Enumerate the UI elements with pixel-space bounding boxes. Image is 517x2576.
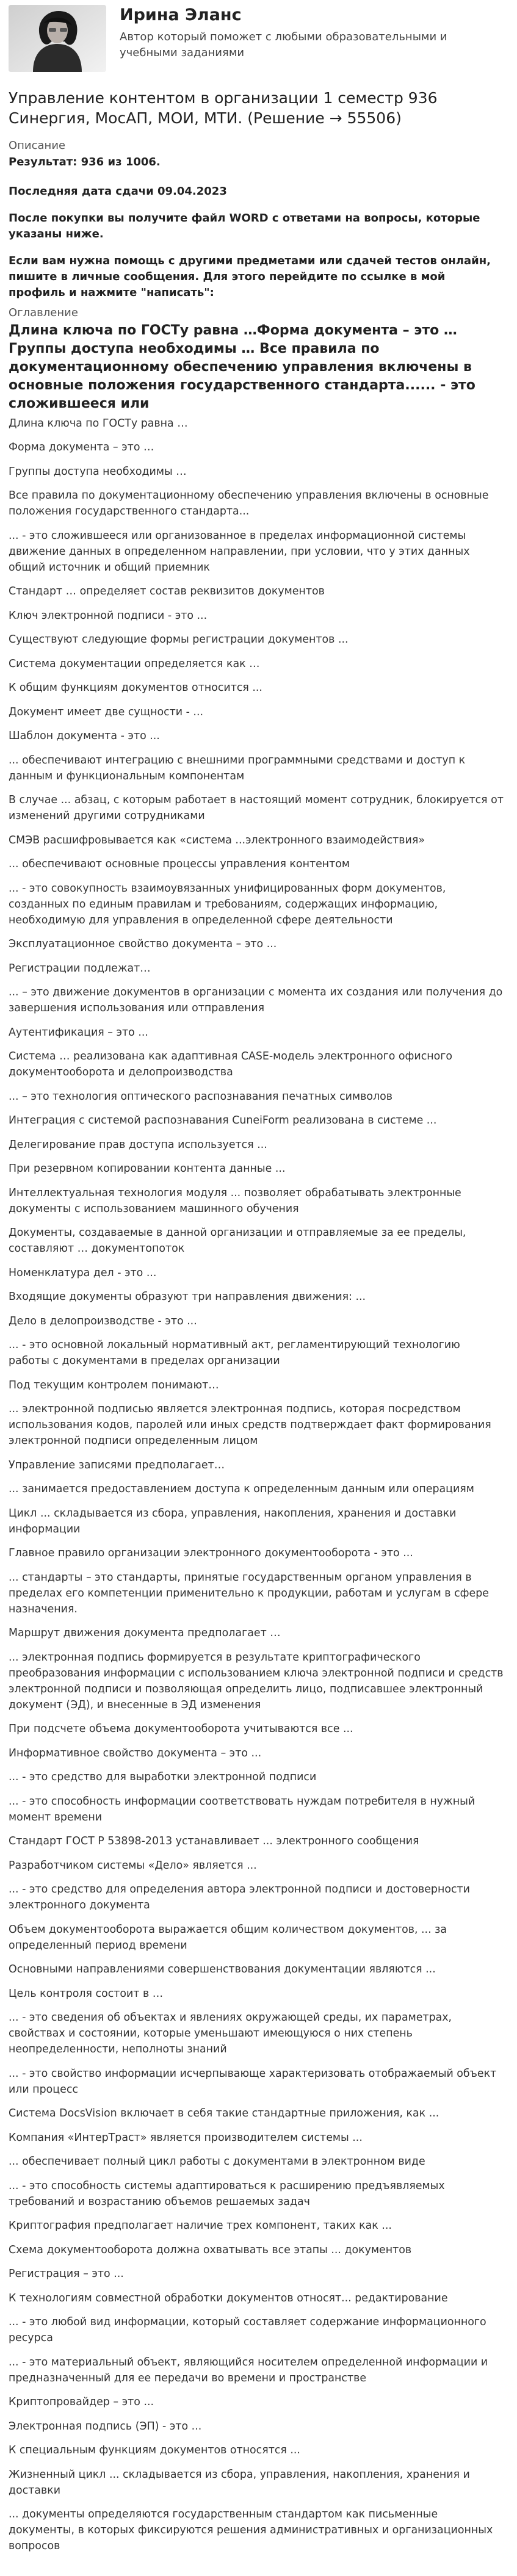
question-item: ... - это сложившееся или организованное в пределах информационной системы движение данных в определенном направлении, при условии, что у этих данных общий источник и общий приемник <box>9 529 470 574</box>
question-item: ... – это технология оптического распознавания печатных символов <box>9 1090 392 1103</box>
description-label: Описание <box>9 139 66 152</box>
question-item: Под текущим контролем понимают… <box>9 1379 219 1391</box>
question-list <box>9 416 504 2555</box>
author-description: Автор который поможет с любыми образовательными и учебными заданиями <box>120 31 447 59</box>
question-item: Номенклатура дел - это ... <box>9 1266 157 1279</box>
question-item: ... – это движение документов в организации с момента их создания или получения до завершения использования или отправления <box>9 986 503 1015</box>
question-item: Система документации определяется как … <box>9 657 260 670</box>
question-item: ... - это сведения об объектах и явлениях окружающей среды, их параметрах, свойствах и состоянии, которые уменьшают имеющуюся о них степень неопределенности, неполноты знаний <box>9 2011 452 2056</box>
question-item: Система … реализована как адаптивная CASE-модель электронного офисного документооборота и делопроизводства <box>9 1050 453 1079</box>
question-item: ... электронная подпись формируется в результате криптографического преобразования информации с использованием ключа электронной подписи и средств электронной подписи и позволяющая определить лицо, подписавшее электронный документ (ЭД), и внесенные в ЭД изменения <box>9 1651 504 1711</box>
question-item: ... обеспечивают интеграцию с внешними программными средствами и доступ к данным и функциональным компонентам <box>9 754 466 782</box>
question-item: Форма документа – это … <box>9 441 154 454</box>
question-item: Интеллектуальная технология модуля ... позволяет обрабатывать электронные документы с использованием машинного обучения <box>9 1186 461 1215</box>
question-item: ... - это способность информации соответствовать нуждам потребителя в нужный момент времени <box>9 1795 475 1824</box>
question-item: Все правила по документационному обеспечению управления включены в основные положения государственного стандарта... <box>9 489 489 518</box>
question-item: При резервном копировании контента данные ... <box>9 1163 286 1175</box>
toc-label: Оглавление <box>9 306 78 319</box>
question-item: Цикл ... складывается из сбора, управления, накопления, хранения и доставки информации <box>9 1507 457 1535</box>
toc-heading: Длина ключа по ГОСТу равна …Форма документа – это … Группы доступа необходимы … Все правила по документационному обеспечению управления включены в основные положения государственного стандарта...... - это сложившееся или <box>9 322 475 411</box>
contact-note: Если вам нужна помощь с другими предметами или сдачей тестов онлайн, пишите в личные сообщения. Для этого перейдите по ссылке в мой профиль и нажмите "написать": <box>9 254 491 299</box>
question-item: Интеграция с системой распознавания CuneiForm реализована в системе ... <box>9 1114 437 1127</box>
question-item: Делегирование прав доступа используется ... <box>9 1138 267 1151</box>
question-item: ... занимается предоставлением доступа к определенным данным или операциям <box>9 1483 474 1496</box>
question-item: Ключ электронной подписи - это ... <box>9 609 208 622</box>
question-item: ... - это свойство информации исчерпывающе характеризовать отображаемый объект или процесс <box>9 2067 497 2096</box>
question-item: Группы доступа необходимы … <box>9 465 187 478</box>
question-item: ... - это способность системы адаптироваться к расширению предъявляемых требований и возрастанию объемов решаемых задач <box>9 2179 445 2208</box>
question-item: Входящие документы образуют три направления движения: ... <box>9 1291 366 1304</box>
question-item: Информативное свойство документа – это ... <box>9 1747 262 1759</box>
question-item: Управление записями предполагает… <box>9 1459 225 1471</box>
question-item: Криптография предполагает наличие трех компонент, таких как ... <box>9 2220 392 2232</box>
question-item: ... - это основной локальный нормативный акт, регламентирующий технологию работы с документами в пределах организации <box>9 1339 460 1368</box>
question-item: Регистрации подлежат… <box>9 962 151 975</box>
question-item: К специальным функциям документов относятся ... <box>9 2444 300 2457</box>
question-item: Стандарт … определяет состав реквизитов документов <box>9 585 325 598</box>
question-item: К технологиям совместной обработки документов относят... редактирование <box>9 2292 448 2304</box>
work-title: Управление контентом в организации 1 семестр 936 Синергия, МосАП, МОИ, МТИ. (Решение → 55506) <box>9 89 438 127</box>
deadline-text: Последняя дата сдачи 09.04.2023 <box>9 184 227 198</box>
purchase-note: После покупки вы получите файл WORD с ответами на вопросы, которые указаны ниже. <box>9 211 480 240</box>
result-text: Результат: 936 из 1006. <box>9 155 161 168</box>
question-item: Цель контроля состоит в … <box>9 1987 164 2000</box>
question-item: Длина ключа по ГОСТу равна … <box>9 417 188 430</box>
question-item: ... - это материальный объект, являющийся носителем определенной информации и предназначенный для ее передачи во времени и пространстве <box>9 2356 488 2384</box>
question-item: Эксплуатационное свойство документа – это ... <box>9 938 277 951</box>
question-item: Шаблон документа - это ... <box>9 730 160 743</box>
question-item: Жизненный цикл ... складывается из сбора, управления, накопления, хранения и доставки <box>9 2468 470 2497</box>
question-item: Главное правило организации электронного документооборота - это ... <box>9 1547 413 1560</box>
question-item: ... обеспечивают основные процессы управления контентом <box>9 858 350 871</box>
question-item: Электронная подпись (ЭП) - это ... <box>9 2420 202 2433</box>
question-item: Система DocsVision включает в себя такие стандартные приложения, как ... <box>9 2107 439 2120</box>
question-item: Стандарт ГОСТ Р 53898-2013 устанавливает ... электронного сообщения <box>9 1835 419 1848</box>
question-item: Основными направлениями совершенствования документации являются ... <box>9 1963 436 1976</box>
avatar-image-icon <box>9 5 106 72</box>
question-item: ... стандарты – это стандарты, принятые государственным органом управления в пределах его компетенции применительно к продукции, работам и услугам в сфере назначения. <box>9 1571 489 1615</box>
question-item: В случае ... абзац, с которым работает в настоящий момент сотрудник, блокируется от изменений другими сотрудниками <box>9 794 504 823</box>
question-item: Криптопровайдер – это ... <box>9 2396 154 2409</box>
question-item: Документы, создаваемые в данной организации и отправляемые за ее пределы, составляют … документопоток <box>9 1227 466 1255</box>
question-item: Документ имеет две сущности - ... <box>9 705 204 718</box>
question-item: При подсчете объема документооборота учитываются все ... <box>9 1723 353 1736</box>
question-item: Объем документооборота выражается общим количеством документов, ... за определенный период времени <box>9 1923 447 1952</box>
question-item: Схема документооборота должна охватывать все этапы ... документов <box>9 2243 412 2256</box>
question-item: ... - это любой вид информации, который составляет содержание информационного ресурса <box>9 2316 486 2345</box>
question-item: ... электронной подписью является электронная подпись, которая посредством использования кодов, паролей или иных средств подтверждает факт формирования электронной подписи определенным лицом <box>9 1403 491 1448</box>
question-item: ... - это средство для выработки электронной подписи <box>9 1771 317 1784</box>
question-item: СМЭВ расшифровывается как «система ...электронного взаимодействия» <box>9 834 425 846</box>
question-item: Компания «ИнтерТраст» является производителем системы ... <box>9 2131 363 2144</box>
question-item: ... обеспечивает полный цикл работы с документами в электронном виде <box>9 2156 425 2168</box>
question-item: ... - это средство для определения автора электронной подписи и достоверности электронного документа <box>9 1883 470 1912</box>
author-name[interactable]: Ирина Эланс <box>120 5 242 24</box>
question-item: Дело в делопроизводстве - это ... <box>9 1315 197 1327</box>
question-item: ... документы определяются государственным стандартом как письменные документы, в которых фиксируются решения административных и организационных вопросов <box>9 2508 493 2553</box>
question-item: Разработчиком системы «Дело» является ... <box>9 1859 257 1872</box>
author-header <box>9 0 504 79</box>
question-item: Аутентификация – это ... <box>9 1026 148 1039</box>
question-item: ... - это совокупность взаимоувязанных унифицированных форм документов, созданных по единым правилам и требованиям, содержащих информацию, необходимую для управления в определенной сфере деятельности <box>9 882 446 926</box>
question-item: Регистрация – это ... <box>9 2268 124 2281</box>
question-item: К общим функциям документов относится ... <box>9 682 262 695</box>
avatar[interactable] <box>9 5 106 72</box>
question-item: Маршрут движения документа предполагает … <box>9 1627 281 1640</box>
question-item: Существуют следующие формы регистрации документов ... <box>9 633 349 646</box>
